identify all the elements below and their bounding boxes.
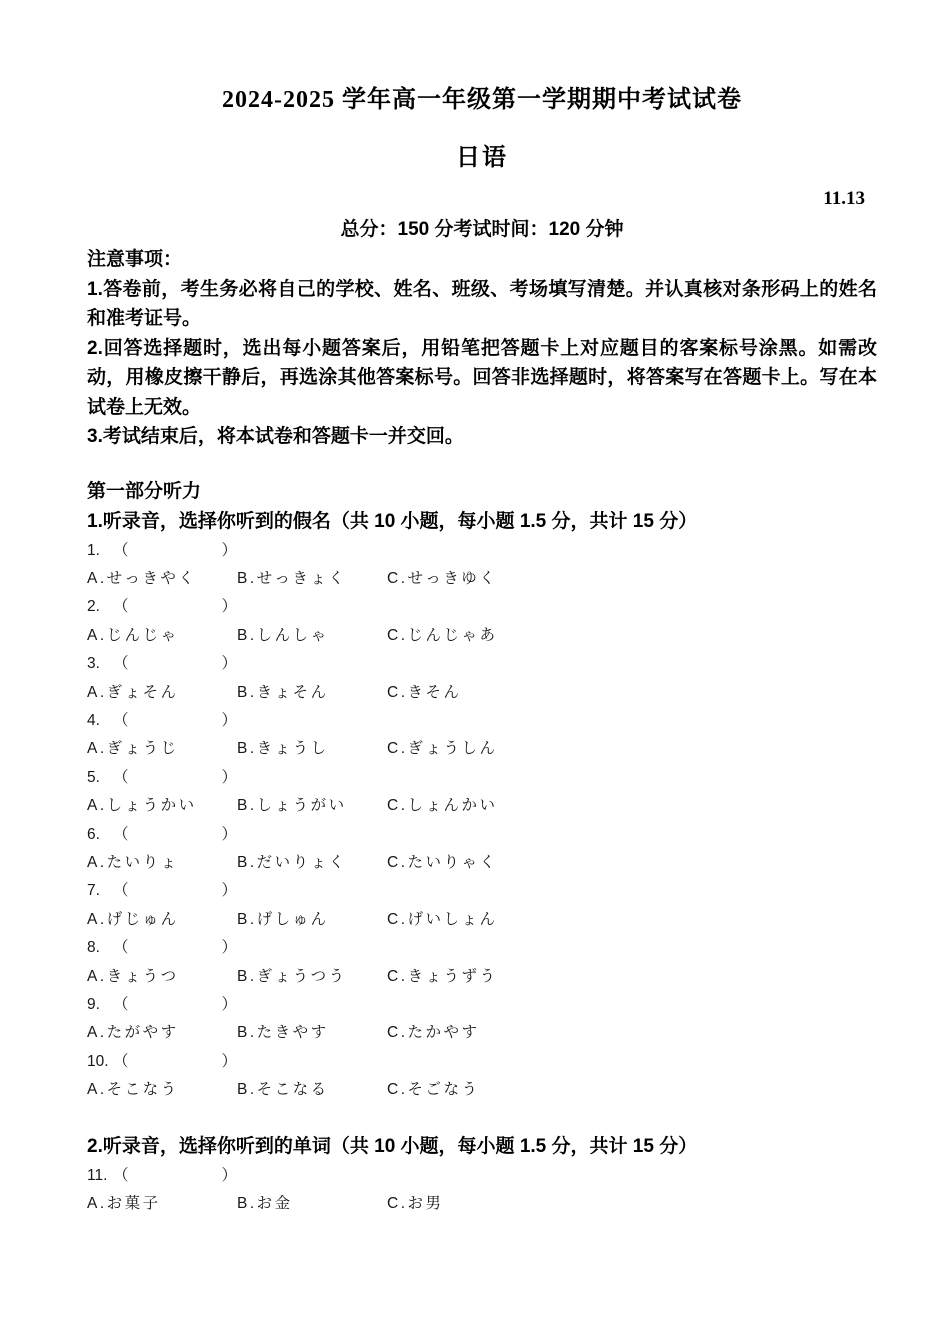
option-a: A.じんじゃ [87, 626, 179, 644]
option-a: A.ぎょそん [87, 683, 179, 701]
options-line [87, 1019, 877, 1047]
option-b: B.きょうし [237, 740, 329, 758]
option-b: B.たきやす [237, 1024, 329, 1042]
option-b: B.げしゅん [237, 910, 329, 928]
option-c: C.きょうずう [387, 967, 498, 985]
answer-blank: （ ） [113, 711, 238, 729]
question-number: 7. [87, 882, 100, 900]
options-line [87, 906, 877, 934]
question-number: 4. [87, 711, 100, 729]
question-number: 10. [87, 1052, 109, 1070]
question-number: 2. [87, 598, 100, 616]
question-line [87, 1048, 877, 1076]
question-line [87, 991, 877, 1019]
question-number: 1. [87, 541, 100, 559]
options-line [87, 679, 877, 707]
question-section [87, 507, 877, 1105]
option-a: A.ぎょうじ [87, 740, 179, 758]
question-number: 9. [87, 996, 100, 1013]
question-number: 11. [87, 1166, 108, 1184]
answer-blank: （ ） [113, 1166, 238, 1184]
answer-blank: （ ） [113, 541, 238, 559]
option-b: B.お金 [237, 1195, 293, 1213]
options-line [87, 792, 877, 820]
notes-heading: 注意事项： [87, 249, 183, 270]
option-b: B.しんしゃ [237, 626, 329, 644]
option-c: C.たいりゃく [387, 853, 498, 871]
section-title: 2.听录音，选择你听到的单词（共 10 小题，每小题 1.5 分，共计 15 分） [87, 1135, 698, 1157]
answer-blank: （ ） [113, 768, 238, 786]
note-item: 3.考试结束后，将本试卷和答题卡一并交回。 [87, 426, 464, 447]
question-line [87, 877, 877, 905]
option-b: B.そこなる [237, 1081, 329, 1099]
listening-sections [87, 507, 877, 1219]
option-c: C.きそん [387, 683, 462, 701]
score-and-duration: 总分：150 分考试时间：120 分钟 [340, 219, 624, 240]
question-line [87, 934, 877, 962]
notes-block [87, 245, 877, 452]
option-c: C.お男 [387, 1195, 444, 1213]
answer-blank: （ ） [113, 825, 238, 843]
answer-blank: （ ） [113, 996, 238, 1013]
option-c: C.せっきゆく [387, 569, 498, 587]
question-line [87, 537, 877, 565]
question-line [87, 821, 877, 849]
question-line [87, 764, 877, 792]
page-title: 2024-2025 学年高一年级第一学期期中考试试卷 [222, 87, 742, 113]
option-b: B.せっきょく [237, 569, 347, 587]
note-item: 2.回答选择题时，选出每小题答案后，用铅笔把答题卡上对应题目的客案标号涂黑。如需改动，用橡皮擦干静后，再选涂其他答案标号。回答非选择题时，将答案写在答题卡上。写在本试卷上无效。 [87, 337, 877, 418]
subject-title: 日语 [456, 145, 508, 171]
note-item: 1.答卷前，考生务必将自己的学校、姓名、班级、考场填写清楚。并认真核对条形码上的姓名和准考证号。 [87, 278, 877, 329]
question-number: 6. [87, 825, 100, 843]
option-a: A.げじゅん [87, 910, 179, 928]
option-a: A.たがやす [87, 1024, 179, 1042]
option-a: A.そこなう [87, 1081, 179, 1099]
part1-heading: 第一部分听力 [87, 480, 202, 502]
question-line [87, 1162, 877, 1190]
options-line [87, 565, 877, 593]
options-line [87, 622, 877, 650]
option-b: B.きょそん [237, 683, 329, 701]
option-c: C.そごなう [387, 1081, 480, 1099]
section-title: 1.听录音，选择你听到的假名（共 10 小题，每小题 1.5 分，共计 15 分） [87, 510, 698, 532]
option-a: A.お菓子 [87, 1195, 161, 1213]
option-c: C.たかやす [387, 1024, 480, 1042]
option-c: C.じんじゃあ [387, 626, 498, 644]
option-a: A.きょうつ [87, 967, 179, 985]
question-section [87, 1132, 877, 1219]
question-number: 8. [87, 939, 100, 957]
question-number: 3. [87, 655, 100, 673]
exam-date: 11.13 [823, 188, 865, 209]
option-a: A.しょうかい [87, 797, 197, 815]
options-line [87, 849, 877, 877]
option-b: B.ぎょうつう [237, 967, 347, 985]
question-number: 5. [87, 768, 100, 786]
question-line [87, 650, 877, 678]
option-c: C.げいしょん [387, 910, 498, 928]
option-a: A.たいりょ [87, 853, 179, 871]
options-line [87, 735, 877, 763]
option-c: C.しょんかい [387, 797, 498, 815]
option-c: C.ぎょうしん [387, 740, 498, 758]
answer-blank: （ ） [113, 598, 238, 616]
answer-blank: （ ） [113, 939, 238, 957]
answer-blank: （ ） [113, 1052, 238, 1070]
options-line [87, 1076, 877, 1104]
answer-blank: （ ） [113, 882, 238, 900]
question-line [87, 593, 877, 621]
question-line [87, 707, 877, 735]
option-b: B.しょうがい [237, 797, 347, 815]
option-a: A.せっきやく [87, 569, 197, 587]
options-line [87, 963, 877, 991]
answer-blank: （ ） [113, 655, 238, 673]
options-line [87, 1190, 877, 1218]
option-b: B.だいりょく [237, 853, 347, 871]
